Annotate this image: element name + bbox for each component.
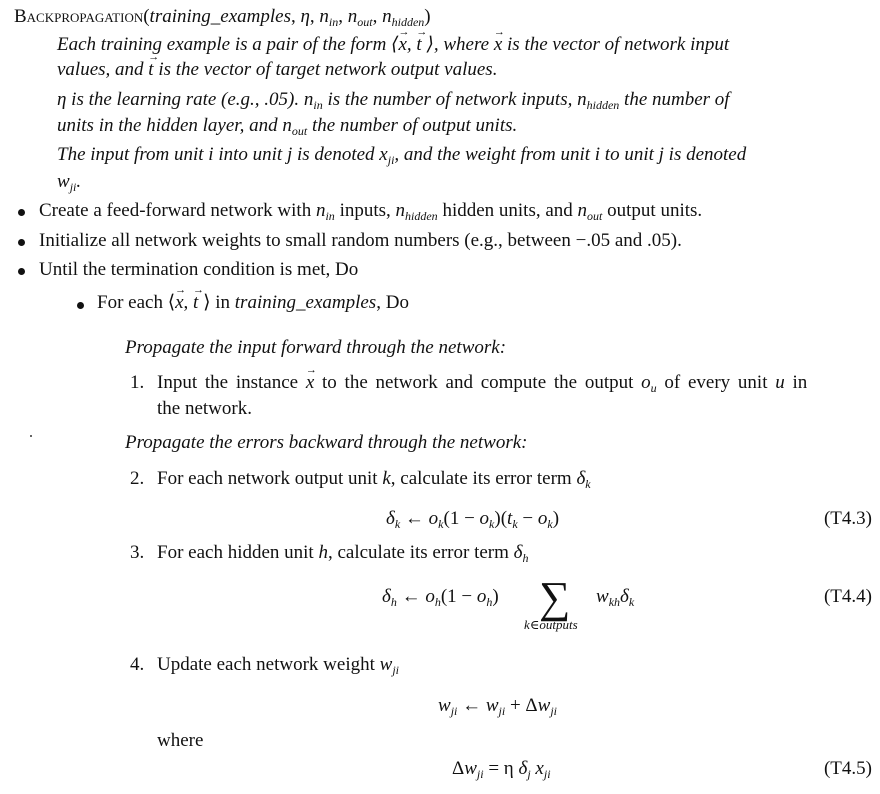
math-token: o — [476, 586, 487, 607]
math-token: w — [464, 758, 477, 779]
math-token: , calculate its error term — [327, 542, 514, 563]
math-token: ← — [400, 508, 429, 529]
math-token: − — [517, 508, 538, 529]
math-token: , — [406, 34, 417, 55]
math-token: units in the hidden layer, and — [57, 115, 283, 136]
math-token: n — [319, 6, 329, 27]
math-token: u — [775, 372, 785, 393]
math-token: in — [784, 372, 808, 393]
math-token: → t — [193, 292, 198, 314]
math-token: , — [183, 292, 194, 313]
math-token: k — [394, 517, 401, 531]
math-token: ji — [550, 704, 558, 718]
math-token: = η — [483, 758, 519, 779]
math-token: n — [382, 6, 392, 27]
vector-x: → x — [494, 34, 502, 56]
step-2-text — [157, 468, 591, 490]
math-token: is the vector of target network output values. — [153, 59, 498, 80]
math-token: is the vector of network input — [502, 34, 730, 55]
math-token: training_examples — [234, 292, 377, 313]
sep: , — [309, 6, 320, 27]
param-n-out — [348, 6, 373, 27]
math-token: n — [577, 89, 587, 110]
bullet-dot — [18, 239, 25, 246]
math-token: k — [512, 517, 518, 531]
step-4-text — [157, 654, 399, 676]
intro-line-5 — [57, 144, 746, 166]
math-token: δ — [620, 586, 629, 607]
math-token: the number of output units. — [307, 115, 518, 136]
math-token: k — [547, 517, 553, 531]
math-token: , and the weight from unit i to unit j is denoted — [394, 144, 747, 165]
math-token: ← — [457, 695, 486, 716]
bullet-dot — [77, 302, 84, 309]
math-token: out — [587, 209, 603, 223]
math-token: hidden — [586, 98, 620, 112]
bullet-create-network — [39, 200, 702, 222]
math-token: the number of — [619, 89, 730, 110]
bullet-initialize-weights: Initialize all network weights to small random numbers (e.g., between −.05 and .05). — [39, 230, 682, 251]
vector-t: → t — [416, 34, 421, 56]
equation-number-t4-5: (T4.5) — [823, 758, 872, 779]
math-token: h — [318, 542, 328, 563]
math-token: k — [585, 477, 591, 491]
math-token: The input from unit i into unit j is denoted — [57, 144, 380, 165]
math-token: → x — [306, 372, 314, 394]
math-token: hidden — [391, 15, 425, 29]
math-token: η is the learning rate (e.g., .05). — [57, 89, 304, 110]
math-token: hidden units, and — [437, 200, 578, 221]
math-token: ji — [450, 704, 458, 718]
math-token: n — [395, 200, 406, 221]
bullet-dot — [18, 268, 25, 275]
math-token: n — [315, 200, 326, 221]
equation-delta-weight — [452, 758, 551, 780]
math-token: hidden — [405, 209, 438, 223]
math-token: δ — [382, 586, 391, 607]
step-3-number: 3. — [130, 542, 145, 563]
math-token: δ — [386, 508, 395, 529]
math-token: n — [347, 6, 358, 27]
math-token: to the network and compute the output — [314, 372, 642, 393]
math-token: ) — [492, 586, 499, 607]
math-token: k — [489, 517, 495, 531]
math-token: x — [379, 144, 388, 165]
math-token: out — [291, 124, 308, 138]
math-token: in — [328, 15, 339, 29]
math-token: δ — [576, 468, 586, 489]
summation-term — [596, 586, 634, 608]
math-token: (1 − — [443, 508, 480, 529]
equation-output-error — [386, 508, 559, 530]
math-token: o — [479, 508, 490, 529]
param-n-in — [319, 6, 338, 27]
math-token: o — [428, 508, 439, 529]
step-1-text-cont: the network. — [157, 398, 252, 419]
forward-heading: Propagate the input forward through the network: — [125, 337, 507, 358]
math-token: ji — [498, 704, 506, 718]
math-token: n — [282, 115, 292, 136]
math-token: o — [425, 586, 435, 607]
math-token: ← — [396, 586, 426, 607]
math-token: w — [379, 654, 393, 675]
summation-symbol: ∑ — [539, 573, 571, 622]
math-token: For each network output unit — [157, 468, 383, 489]
math-token: Update each network weight — [157, 654, 380, 675]
step-3-text — [157, 542, 529, 564]
math-token: h — [486, 595, 493, 609]
algorithm-name: Backpropagation — [14, 6, 144, 27]
step-2-number: 2. — [130, 468, 145, 489]
math-token: k — [438, 517, 444, 531]
math-token: output units. — [602, 200, 703, 221]
math-token: w — [438, 695, 451, 716]
math-token: → x — [175, 292, 183, 314]
math-token: , calculate its error term — [390, 468, 577, 489]
math-token: n — [577, 200, 588, 221]
sep: , — [338, 6, 348, 27]
bullet-until-termination: Until the termination condition is met, Do — [39, 259, 359, 280]
math-token: k — [628, 595, 635, 609]
math-token: in — [313, 98, 323, 112]
scan-speck — [30, 435, 32, 437]
paren: ( — [143, 6, 150, 27]
intro-line-6 — [57, 171, 81, 193]
step-4-number: 4. — [130, 654, 145, 675]
math-token: t — [507, 508, 513, 529]
equation-number-t4-3: (T4.3) — [823, 508, 872, 529]
math-token: Δ — [452, 758, 465, 779]
math-token: h — [522, 551, 529, 565]
backward-heading: Propagate the errors backward through the network: — [125, 432, 528, 453]
math-token: Input the instance — [157, 372, 306, 393]
math-token: kh — [608, 595, 621, 609]
math-token: . — [76, 171, 82, 192]
math-token: + Δ — [505, 695, 538, 716]
math-token: ⟩, where — [421, 34, 494, 55]
math-token: For each ⟨ — [97, 292, 176, 313]
step-1-number: 1. — [130, 372, 145, 393]
math-token: x — [535, 758, 544, 779]
math-token: w — [485, 695, 499, 716]
math-token: out — [357, 15, 373, 29]
algorithm-title — [14, 6, 431, 28]
intro-line-4 — [57, 115, 517, 137]
math-token: is the number of network inputs, — [322, 89, 578, 110]
math-token: ji — [392, 663, 399, 677]
param-eta: η — [300, 6, 310, 27]
math-token: in — [325, 209, 335, 223]
math-token: n — [303, 89, 314, 110]
math-token: (1 − — [440, 586, 477, 607]
equation-weight-update — [438, 695, 557, 717]
math-token: Create a feed-forward network with — [39, 200, 316, 221]
math-token: w — [596, 586, 609, 607]
math-token: Each training example is a pair of the form ⟨ — [57, 34, 399, 55]
bullet-dot — [18, 209, 25, 216]
param-training-examples: training_examples — [149, 6, 291, 27]
math-token: o — [641, 372, 651, 393]
math-token: For each hidden unit — [157, 542, 319, 563]
math-token: o — [537, 508, 548, 529]
math-token: ⟩ in — [198, 292, 235, 313]
math-token: δ — [518, 758, 528, 779]
bullet-for-each-example — [97, 292, 409, 314]
math-token: u — [650, 381, 657, 395]
math-token: h — [390, 595, 397, 609]
vector-x: → x — [398, 34, 406, 56]
math-token: w — [57, 171, 70, 192]
vector-t: → t — [148, 59, 153, 81]
math-token: ji — [476, 767, 484, 781]
math-token: w — [537, 695, 551, 716]
equation-number-t4-4: (T4.4) — [823, 586, 872, 607]
math-token: values, and — [57, 59, 149, 80]
math-token: ) — [552, 508, 560, 529]
intro-line-2 — [57, 59, 497, 81]
math-token: ji — [543, 767, 551, 781]
paren: ) — [424, 6, 431, 27]
math-token: δ — [513, 542, 523, 563]
intro-line-3 — [57, 89, 730, 111]
sep: , — [372, 6, 383, 27]
math-token: )( — [494, 508, 508, 529]
math-token: k — [382, 468, 391, 489]
math-token: h — [434, 595, 441, 609]
step-1-text — [157, 372, 807, 394]
math-token: ji — [69, 180, 77, 194]
math-token: ji — [387, 153, 395, 167]
math-token: , Do — [376, 292, 409, 313]
math-token: of every unit — [656, 372, 776, 393]
summation-subscript: k∈outputs — [524, 617, 578, 632]
where-label: where — [157, 730, 204, 751]
math-token: j — [527, 767, 531, 781]
math-token: inputs, — [334, 200, 396, 221]
sep: , — [290, 6, 301, 27]
equation-hidden-error — [382, 586, 499, 608]
